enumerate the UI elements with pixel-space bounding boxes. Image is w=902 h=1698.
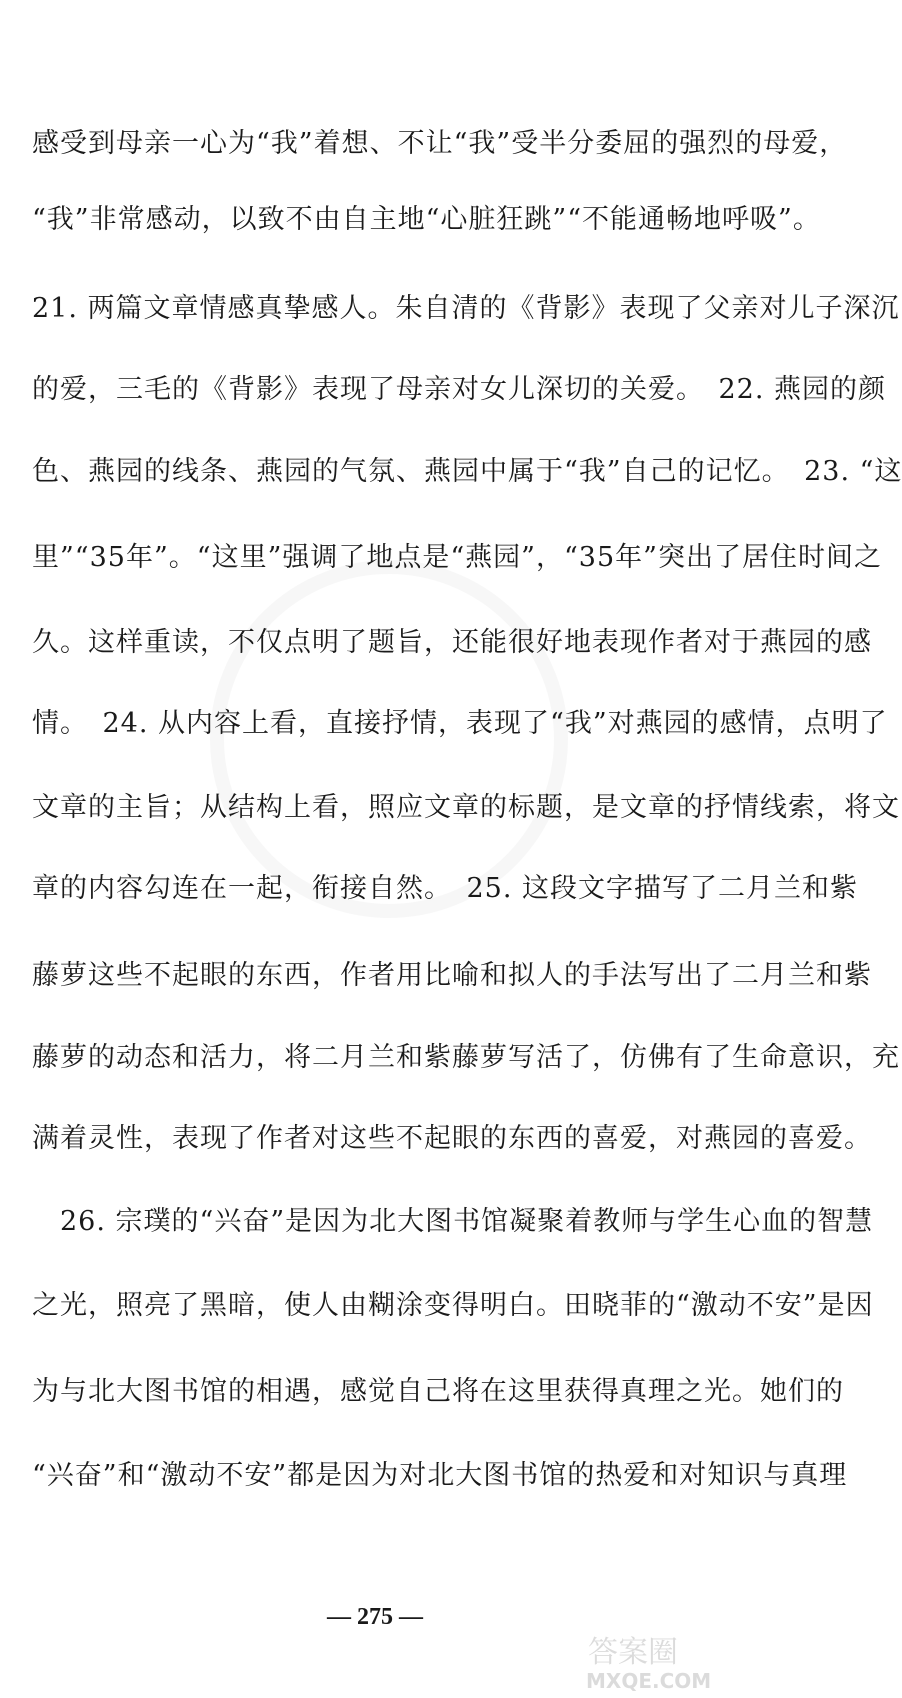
text-line: 久。这样重读，不仅点明了题旨，还能很好地表现作者对于燕园的感 (32, 627, 872, 658)
watermark-cn: 答案圈 (588, 1635, 678, 1670)
text-line: 为与北大图书馆的相遇，感觉自己将在这里获得真理之光。她们的 (32, 1376, 844, 1407)
text-line: 26. 宗璞的“兴奋”是因为北大图书馆凝聚着教师与学生心血的智慧 (32, 1206, 874, 1237)
text-line: 藤萝的动态和活力，将二月兰和紫藤萝写活了，仿佛有了生命意识，充 (32, 1042, 900, 1073)
text-line: 色、燕园的线条、燕园的气氛、燕园中属于“我”自己的记忆。 23. “这 (32, 456, 902, 487)
text-line: 之光，照亮了黑暗，使人由糊涂变得明白。田晓菲的“激动不安”是因 (32, 1290, 874, 1321)
text-line: “兴奋”和“激动不安”都是因为对北大图书馆的热爱和对知识与真理 (32, 1460, 848, 1491)
text-line: 情。 24. 从内容上看，直接抒情，表现了“我”对燕园的感情，点明了 (32, 708, 888, 739)
text-line: 满着灵性，表现了作者对这些不起眼的东西的喜爱，对燕园的喜爱。 (32, 1123, 872, 1154)
text-line: 藤萝这些不起眼的东西，作者用比喻和拟人的手法写出了二月兰和紫 (32, 960, 872, 991)
text-line: 章的内容勾连在一起，衔接自然。 25. 这段文字描写了二月兰和紫 (32, 873, 859, 904)
text-line: 里”“35年”。“这里”强调了地点是“燕园”，“35年”突出了居住时间之 (32, 542, 882, 573)
watermark-logo (582, 1624, 732, 1694)
watermark-en: MXQE.COM (586, 1669, 712, 1693)
text-line: 的爱，三毛的《背影》表现了母亲对女儿深切的关爱。 22. 燕园的颜 (32, 374, 887, 405)
text-line: 21. 两篇文章情感真挚感人。朱自清的《背影》表现了父亲对儿子深沉 (32, 293, 900, 324)
text-line: “我”非常感动，以致不由自主地“心脏狂跳”“不能通畅地呼吸”。 (32, 204, 821, 235)
text-line: 文章的主旨；从结构上看，照应文章的标题，是文章的抒情线索，将文 (32, 792, 900, 823)
page-number: — 275 — (327, 1604, 423, 1630)
text-line: 感受到母亲一心为“我”着想、不让“我”受半分委屈的强烈的母爱， (32, 128, 848, 159)
